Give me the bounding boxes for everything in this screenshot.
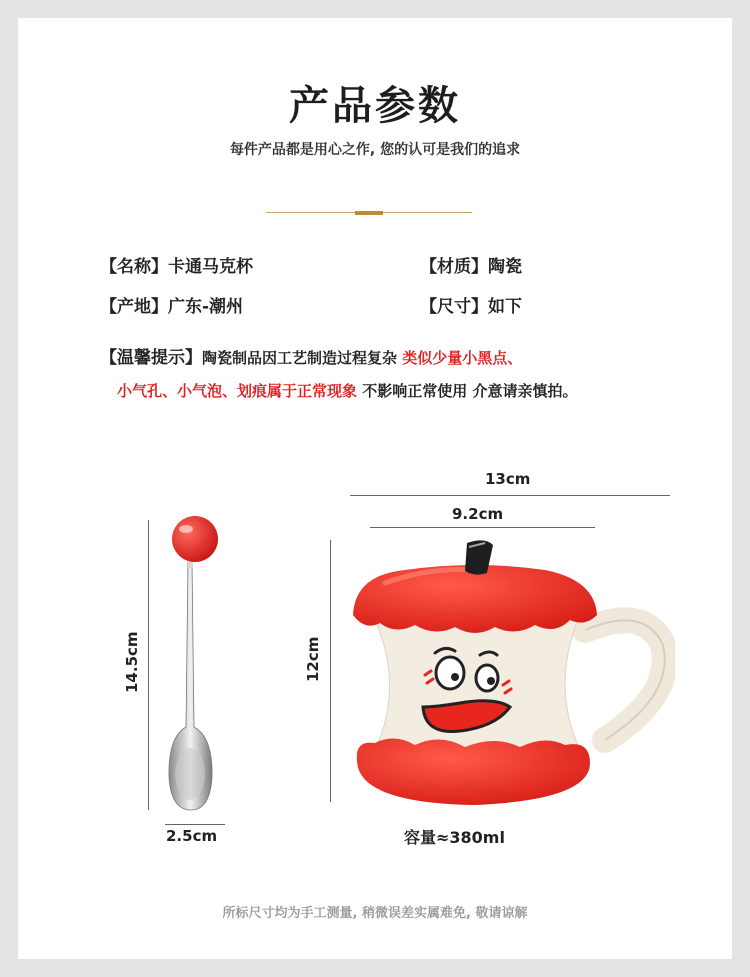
- page-title: 产品参数: [289, 83, 461, 129]
- notice-text-2: 不影响正常使用 介意请亲慎拍。: [357, 382, 578, 400]
- dim-spoon-length-line: [148, 520, 149, 810]
- notice-line-2: [117, 380, 577, 401]
- dim-total-width-label: 13cm: [485, 470, 531, 488]
- mug-image: [345, 535, 675, 825]
- notice-line-1: [100, 343, 522, 368]
- dim-cup-width-label: 9.2cm: [452, 505, 504, 523]
- dim-spoon-width-line: [165, 824, 225, 825]
- dim-cup-height-line: [330, 540, 331, 802]
- divider-accent: [355, 211, 383, 215]
- notice-label: 【温馨提示】: [100, 348, 202, 368]
- dim-spoon-width-label: 2.5cm: [166, 827, 218, 845]
- spec-name: 【名称】卡通马克杯: [100, 257, 253, 277]
- footer-note: 所标尺寸均为手工测量, 稍微误差实属难免, 敬请谅解: [222, 906, 528, 921]
- dim-total-width-line: [350, 495, 670, 496]
- notice-warning-1: 类似少量小黑点、: [402, 349, 523, 367]
- capacity-label: 容量≈380ml: [404, 828, 505, 847]
- spec-size: 【尺寸】如下: [420, 297, 522, 317]
- spec-origin: 【产地】广东-潮州: [100, 297, 244, 317]
- notice-warning-2: 小气孔、小气泡、划痕属于正常现象: [117, 382, 358, 400]
- spec-material: 【材质】陶瓷: [420, 257, 522, 277]
- dim-spoon-length-label: 14.5cm: [123, 631, 141, 693]
- notice-text-1: 陶瓷制品因工艺制造过程复杂: [202, 349, 403, 367]
- dim-cup-width-line: [370, 527, 595, 528]
- spoon-image: [155, 512, 235, 812]
- dim-cup-height-label: 12cm: [304, 636, 322, 682]
- page-subtitle: 每件产品都是用心之作, 您的认可是我们的追求: [229, 142, 521, 158]
